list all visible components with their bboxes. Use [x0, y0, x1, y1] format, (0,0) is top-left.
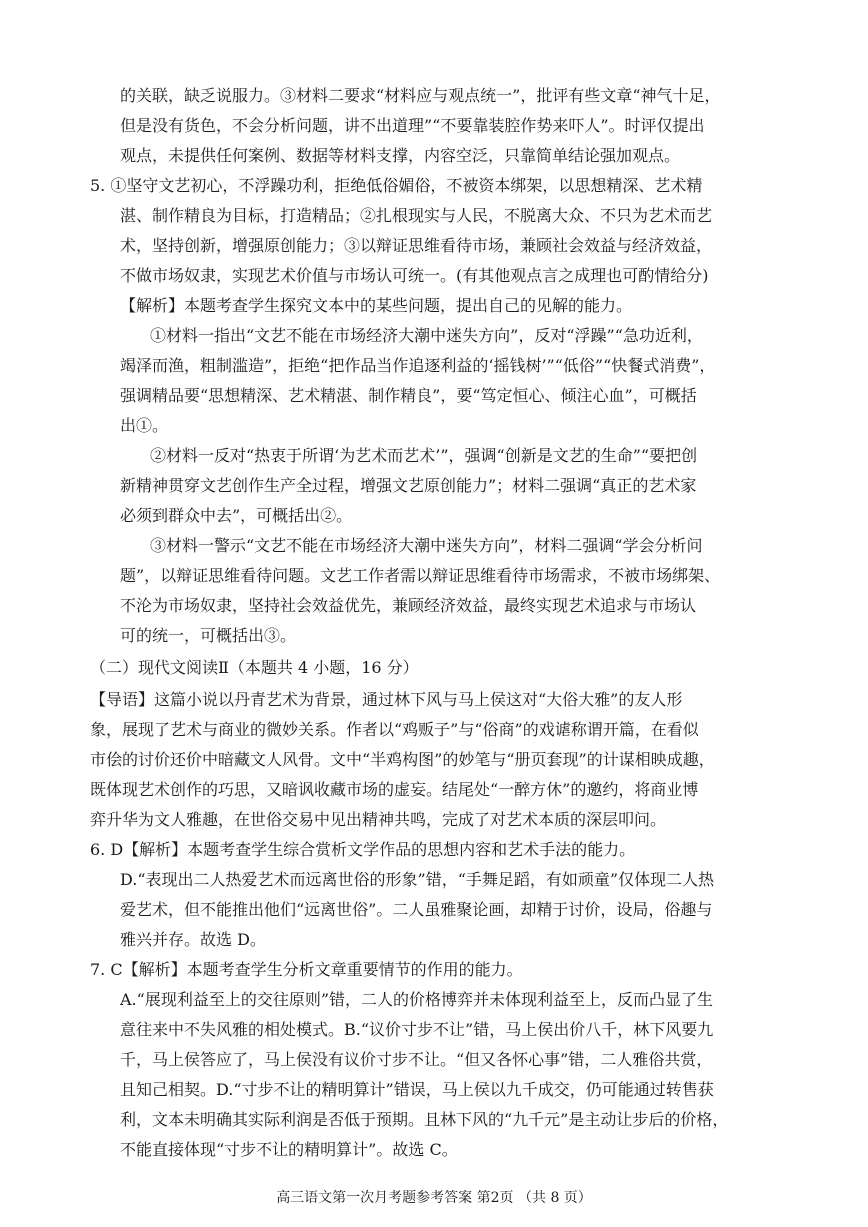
- q7-analysis-line-6: 不能直接体现“寸步不让的精明算计”。故选 C。: [120, 1140, 458, 1159]
- q5-answer-line-1: 5. ①坚守文艺初心，不浮躁功利，拒绝低俗媚俗，不被资本绑架，以思想精深、艺术精: [90, 176, 703, 195]
- q5-analysis-point2-line-3: 必须到群众中去”，可概括出②。: [120, 506, 353, 525]
- q5-analysis-heading: 【解析】本题考查学生探究文本中的某些问题，提出自己的见解的能力。: [120, 296, 633, 315]
- intro-line-3: 市侩的讨价还价中暗藏文人风骨。文中“半鸡构图”的妙笔与“册页套现”的计谋相映成趣，: [90, 750, 715, 769]
- q5-analysis-point2-line-1: ②材料一反对“热衷于所谓‘为艺术而艺术’”，强调“创新是文艺的生命”“要把创: [150, 446, 698, 465]
- q5-analysis-point3-line-3: 不沦为市场奴隶，坚持社会效益优先，兼顾经济效益，最终实现艺术追求与市场认: [120, 596, 697, 615]
- q7-analysis-line-2: 意往来中不失风雅的相处模式。B.“议价寸步不让”错，马上侯出价八千，林下风要九: [120, 1020, 714, 1039]
- q6-answer-heading: 6. D【解析】本题考查学生综合赏析文学作品的思想内容和艺术手法的能力。: [90, 840, 636, 859]
- intro-line-2: 象，展现了艺术与商业的微妙关系。作者以“鸡贩子”与“俗商”的戏谑称谓开篇，在看似: [90, 720, 699, 739]
- q5-analysis-point1-line-1: ①材料一指出“文艺不能在市场经济大潮中迷失方向”，反对“浮躁”“急功近利，: [150, 326, 703, 345]
- q5-answer-line-2: 湛、制作精良为目标，打造精品；②扎根现实与人民，不脱离大众、不只为艺术而艺: [120, 206, 713, 225]
- q5-answer-line-4: 不做市场奴隶，实现艺术价值与市场认可统一。(有其他观点言之成理也可酌情给分): [120, 266, 709, 285]
- page-footer: 高三语文第一次月考题参考答案 第2页 （共 8 页）: [276, 1190, 592, 1206]
- q5-answer-line-3: 术，坚持创新，增强原创能力；③以辩证思维看待市场，兼顾社会效益与经济效益，: [120, 236, 713, 255]
- q6-analysis-line-1: D.“表现出二人热爱艺术而远离世俗的形象”错，“手舞足蹈，有如顽童”仅体现二人热: [120, 870, 715, 889]
- q6-analysis-line-3: 雅兴并存。故选 D。: [120, 930, 266, 949]
- q7-analysis-line-3: 千，马上侯答应了，马上侯没有议价寸步不让。“但又各怀心事”错，二人雅俗共赏，: [120, 1050, 713, 1069]
- q7-analysis-line-1: A.“展现利益至上的交往原则”错，二人的价格博弈并未体现利益至上，反而凸显了生: [120, 990, 714, 1009]
- q6-analysis-line-2: 爱艺术，但不能推出他们“远离世俗”。二人虽雅聚论画，却精于讨价，设局，俗趣与: [120, 900, 713, 919]
- q4-continuation-line-1: 的关联，缺乏说服力。③材料二要求“材料应与观点统一”，批评有些文章“神气十足，: [120, 86, 721, 105]
- intro-line-1: 【导语】这篇小说以丹青艺术为背景，通过林下风与马上侯这对“大俗大雅”的友人形: [90, 690, 683, 709]
- q5-analysis-point3-line-4: 可的统一，可概括出③。: [120, 626, 297, 645]
- q4-continuation-line-2: 但是没有货色，不会分析问题，讲不出道理”“不要靠装腔作势来吓人”。时评仅提出: [120, 116, 705, 135]
- q5-analysis-point3-line-1: ③材料一警示“文艺不能在市场经济大潮中迷失方向”，材料二强调“学会分析问: [150, 536, 703, 555]
- q7-analysis-line-5: 利，文本未明确其实际利润是否低于预期。且林下风的“九千元”是主动让步后的价格，: [120, 1110, 729, 1129]
- q5-analysis-point3-line-2: 题”，以辩证思维看待问题。文艺工作者需以辩证思维看待市场需求，不被市场绑架、: [120, 566, 721, 585]
- q5-analysis-point1-line-2: 竭泽而渔，粗制滥造”，拒绝“把作品当作追逐利益的‘摇钱树’”“低俗”“快餐式消费”，: [120, 356, 716, 375]
- intro-line-4: 既体现艺术创作的巧思，又暗讽收藏市场的虚妄。结尾处“一醉方休”的邀约，将商业博: [90, 780, 699, 799]
- section-heading: （二）现代文阅读Ⅱ（本题共 4 小题，16 分）: [90, 658, 419, 677]
- q7-answer-heading: 7. C【解析】本题考查学生分析文章重要情节的作用的能力。: [90, 960, 523, 979]
- q5-analysis-point1-line-4: 出①。: [120, 416, 169, 435]
- intro-line-5: 弈升华为文人雅趣，在世俗交易中见出精神共鸣，完成了对艺术本质的深层叩问。: [90, 810, 667, 829]
- q5-analysis-point1-line-3: 强调精品要“思想精深、艺术精湛、制作精良”，要“笃定恒心、倾注心血”，可概括: [120, 386, 697, 405]
- q4-continuation-line-3: 观点，未提供任何案例、数据等材料支撑，内容空泛，只靠简单结论强加观点。: [120, 146, 681, 165]
- q7-analysis-line-4: 且知己相契。D.“寸步不让的精明算计”错误，马上侯以九千成交，仍可能通过转售获: [120, 1080, 714, 1099]
- q5-analysis-point2-line-2: 新精神贯穿文艺创作生产全过程，增强文艺原创能力”；材料二强调“真正的艺术家: [120, 476, 697, 495]
